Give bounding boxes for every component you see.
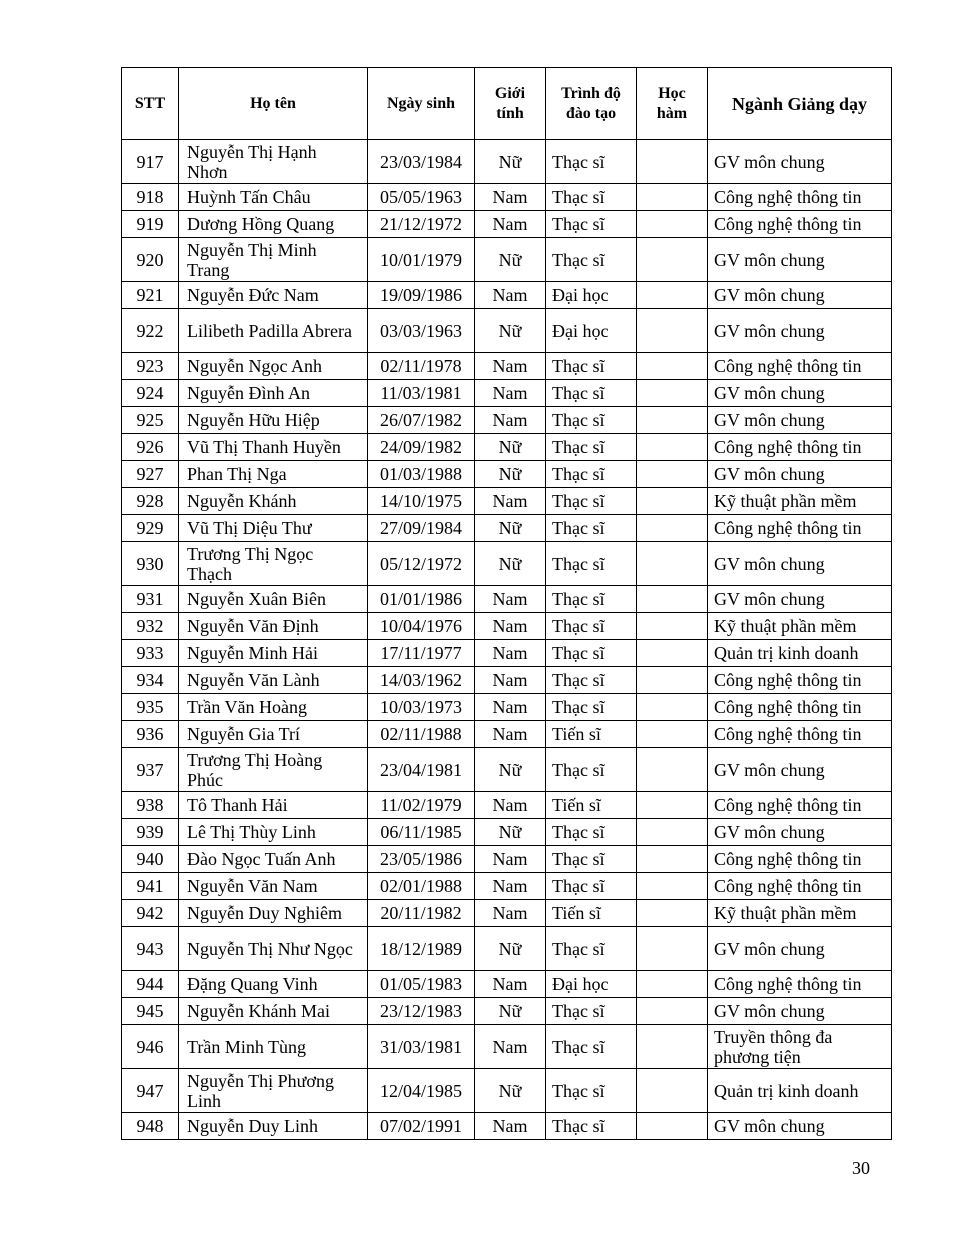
cell-gender: Nam	[475, 971, 546, 998]
cell-name: Nguyễn Văn Định	[179, 613, 368, 640]
table-row	[122, 640, 892, 667]
cell-gender: Nam	[475, 1113, 546, 1140]
page-number: 30	[852, 1158, 870, 1178]
table-row	[122, 694, 892, 721]
cell-field: Công nghệ thông tin	[708, 694, 892, 721]
header-dob: Ngày sinh	[368, 68, 475, 140]
table-row	[122, 407, 892, 434]
header-stt: STT	[122, 68, 179, 140]
cell-degree: Đại học	[546, 309, 637, 353]
cell-field: Kỹ thuật phần mềm	[708, 900, 892, 927]
cell-name: Nguyễn Khánh	[179, 488, 368, 515]
cell-name: Nguyễn Thị Minh Trang	[179, 238, 368, 282]
cell-dob: 11/03/1981	[368, 380, 475, 407]
cell-rank	[637, 211, 708, 238]
cell-stt: 938	[122, 792, 179, 819]
table-row	[122, 488, 892, 515]
table-row	[122, 380, 892, 407]
cell-degree: Thạc sĩ	[546, 140, 637, 184]
cell-field: GV môn chung	[708, 542, 892, 586]
cell-dob: 01/03/1988	[368, 461, 475, 488]
cell-stt: 944	[122, 971, 179, 998]
cell-degree: Tiến sĩ	[546, 721, 637, 748]
cell-degree: Thạc sĩ	[546, 819, 637, 846]
cell-dob: 05/05/1963	[368, 184, 475, 211]
cell-stt: 940	[122, 846, 179, 873]
cell-name: Nguyễn Khánh Mai	[179, 998, 368, 1025]
table-row	[122, 542, 892, 586]
cell-rank	[637, 184, 708, 211]
cell-field: Công nghệ thông tin	[708, 515, 892, 542]
cell-gender: Nam	[475, 721, 546, 748]
cell-name: Phan Thị Nga	[179, 461, 368, 488]
cell-dob: 12/04/1985	[368, 1069, 475, 1113]
cell-field: Công nghệ thông tin	[708, 211, 892, 238]
cell-rank	[637, 434, 708, 461]
cell-field: Kỹ thuật phần mềm	[708, 488, 892, 515]
table-row	[122, 140, 892, 184]
table-row	[122, 846, 892, 873]
cell-name: Vũ Thị Diệu Thư	[179, 515, 368, 542]
cell-stt: 929	[122, 515, 179, 542]
cell-degree: Thạc sĩ	[546, 1069, 637, 1113]
cell-stt: 931	[122, 586, 179, 613]
cell-name: Trương Thị Ngọc Thạch	[179, 542, 368, 586]
table-row	[122, 434, 892, 461]
cell-rank	[637, 407, 708, 434]
cell-field: GV môn chung	[708, 407, 892, 434]
header-name: Họ tên	[179, 68, 368, 140]
cell-stt: 943	[122, 927, 179, 971]
table-row	[122, 586, 892, 613]
table-row	[122, 971, 892, 998]
cell-gender: Nữ	[475, 819, 546, 846]
cell-rank	[637, 640, 708, 667]
cell-stt: 930	[122, 542, 179, 586]
cell-name: Nguyễn Minh Hải	[179, 640, 368, 667]
cell-stt: 934	[122, 667, 179, 694]
cell-field: GV môn chung	[708, 140, 892, 184]
cell-name: Nguyễn Gia Trí	[179, 721, 368, 748]
cell-name: Nguyễn Thị Như Ngọc	[179, 927, 368, 971]
cell-name: Nguyễn Đức Nam	[179, 282, 368, 309]
table-row	[122, 927, 892, 971]
cell-degree: Thạc sĩ	[546, 694, 637, 721]
cell-name: Nguyễn Văn Lành	[179, 667, 368, 694]
cell-rank	[637, 238, 708, 282]
cell-gender: Nam	[475, 380, 546, 407]
table-row	[122, 613, 892, 640]
table-row	[122, 748, 892, 792]
table-row	[122, 461, 892, 488]
cell-field: Truyền thông đa phương tiện	[708, 1025, 892, 1069]
cell-dob: 24/09/1982	[368, 434, 475, 461]
cell-rank	[637, 927, 708, 971]
cell-name: Nguyễn Duy Nghiêm	[179, 900, 368, 927]
cell-gender: Nam	[475, 353, 546, 380]
staff-table	[121, 67, 892, 1140]
cell-rank	[637, 721, 708, 748]
cell-gender: Nam	[475, 792, 546, 819]
cell-field: Công nghệ thông tin	[708, 792, 892, 819]
cell-field: GV môn chung	[708, 748, 892, 792]
header-degree: Trình độ đào tạo	[546, 68, 637, 140]
cell-stt: 945	[122, 998, 179, 1025]
cell-field: Công nghệ thông tin	[708, 184, 892, 211]
cell-rank	[637, 819, 708, 846]
table-header-row	[122, 68, 892, 140]
cell-name: Nguyễn Ngọc Anh	[179, 353, 368, 380]
table-row	[122, 873, 892, 900]
cell-dob: 02/11/1988	[368, 721, 475, 748]
cell-rank	[637, 873, 708, 900]
cell-name: Nguyễn Xuân Biên	[179, 586, 368, 613]
cell-gender: Nữ	[475, 515, 546, 542]
cell-dob: 07/02/1991	[368, 1113, 475, 1140]
cell-dob: 31/03/1981	[368, 1025, 475, 1069]
cell-field: GV môn chung	[708, 998, 892, 1025]
cell-degree: Thạc sĩ	[546, 488, 637, 515]
cell-rank	[637, 586, 708, 613]
cell-stt: 942	[122, 900, 179, 927]
cell-field: GV môn chung	[708, 282, 892, 309]
cell-gender: Nam	[475, 1025, 546, 1069]
cell-degree: Thạc sĩ	[546, 380, 637, 407]
cell-name: Trần Minh Tùng	[179, 1025, 368, 1069]
cell-dob: 01/05/1983	[368, 971, 475, 998]
cell-stt: 925	[122, 407, 179, 434]
cell-stt: 922	[122, 309, 179, 353]
cell-dob: 23/04/1981	[368, 748, 475, 792]
cell-degree: Thạc sĩ	[546, 667, 637, 694]
cell-dob: 27/09/1984	[368, 515, 475, 542]
cell-field: Công nghệ thông tin	[708, 667, 892, 694]
cell-dob: 01/01/1986	[368, 586, 475, 613]
cell-rank	[637, 380, 708, 407]
cell-rank	[637, 748, 708, 792]
cell-dob: 20/11/1982	[368, 900, 475, 927]
cell-gender: Nữ	[475, 542, 546, 586]
cell-gender: Nam	[475, 613, 546, 640]
cell-stt: 947	[122, 1069, 179, 1113]
cell-rank	[637, 667, 708, 694]
cell-name: Nguyễn Đình An	[179, 380, 368, 407]
cell-gender: Nữ	[475, 461, 546, 488]
table-row	[122, 900, 892, 927]
cell-dob: 06/11/1985	[368, 819, 475, 846]
cell-field: GV môn chung	[708, 238, 892, 282]
cell-degree: Thạc sĩ	[546, 846, 637, 873]
cell-field: Công nghệ thông tin	[708, 971, 892, 998]
cell-stt: 935	[122, 694, 179, 721]
cell-gender: Nam	[475, 211, 546, 238]
cell-rank	[637, 282, 708, 309]
cell-degree: Thạc sĩ	[546, 1025, 637, 1069]
cell-field: Công nghệ thông tin	[708, 721, 892, 748]
cell-field: Công nghệ thông tin	[708, 846, 892, 873]
cell-name: Đặng Quang Vinh	[179, 971, 368, 998]
header-gender: Giới tính	[475, 68, 546, 140]
table-row	[122, 309, 892, 353]
cell-dob: 14/03/1962	[368, 667, 475, 694]
cell-degree: Thạc sĩ	[546, 211, 637, 238]
cell-name: Dương Hồng Quang	[179, 211, 368, 238]
cell-stt: 924	[122, 380, 179, 407]
cell-stt: 923	[122, 353, 179, 380]
table-row	[122, 238, 892, 282]
cell-dob: 02/11/1978	[368, 353, 475, 380]
cell-gender: Nữ	[475, 748, 546, 792]
cell-dob: 26/07/1982	[368, 407, 475, 434]
cell-name: Huỳnh Tấn Châu	[179, 184, 368, 211]
cell-field: Công nghệ thông tin	[708, 353, 892, 380]
cell-name: Nguyễn Hữu Hiệp	[179, 407, 368, 434]
cell-degree: Thạc sĩ	[546, 407, 637, 434]
cell-degree: Thạc sĩ	[546, 434, 637, 461]
cell-rank	[637, 846, 708, 873]
cell-gender: Nữ	[475, 1069, 546, 1113]
cell-dob: 23/05/1986	[368, 846, 475, 873]
cell-dob: 18/12/1989	[368, 927, 475, 971]
cell-name: Tô Thanh Hải	[179, 792, 368, 819]
cell-field: Quản trị kinh doanh	[708, 640, 892, 667]
cell-degree: Thạc sĩ	[546, 873, 637, 900]
cell-rank	[637, 309, 708, 353]
table-row	[122, 515, 892, 542]
cell-name: Trần Văn Hoàng	[179, 694, 368, 721]
cell-degree: Thạc sĩ	[546, 461, 637, 488]
table-row	[122, 819, 892, 846]
cell-dob: 21/12/1972	[368, 211, 475, 238]
header-rank: Học hàm	[637, 68, 708, 140]
table-row	[122, 353, 892, 380]
cell-field: Công nghệ thông tin	[708, 873, 892, 900]
cell-stt: 948	[122, 1113, 179, 1140]
cell-gender: Nữ	[475, 140, 546, 184]
cell-degree: Thạc sĩ	[546, 927, 637, 971]
cell-dob: 10/01/1979	[368, 238, 475, 282]
cell-degree: Thạc sĩ	[546, 515, 637, 542]
cell-rank	[637, 488, 708, 515]
cell-rank	[637, 140, 708, 184]
cell-dob: 10/03/1973	[368, 694, 475, 721]
cell-name: Nguyễn Thị Hạnh Nhơn	[179, 140, 368, 184]
cell-degree: Tiến sĩ	[546, 792, 637, 819]
cell-rank	[637, 461, 708, 488]
table-row	[122, 1025, 892, 1069]
cell-stt: 918	[122, 184, 179, 211]
cell-degree: Thạc sĩ	[546, 1113, 637, 1140]
cell-gender: Nam	[475, 667, 546, 694]
cell-gender: Nam	[475, 282, 546, 309]
cell-degree: Thạc sĩ	[546, 542, 637, 586]
table-row	[122, 282, 892, 309]
cell-dob: 19/09/1986	[368, 282, 475, 309]
cell-name: Lê Thị Thùy Linh	[179, 819, 368, 846]
cell-field: GV môn chung	[708, 309, 892, 353]
cell-stt: 926	[122, 434, 179, 461]
cell-degree: Tiến sĩ	[546, 900, 637, 927]
cell-stt: 928	[122, 488, 179, 515]
cell-degree: Thạc sĩ	[546, 748, 637, 792]
cell-rank	[637, 998, 708, 1025]
cell-stt: 941	[122, 873, 179, 900]
cell-gender: Nữ	[475, 998, 546, 1025]
cell-field: Công nghệ thông tin	[708, 434, 892, 461]
cell-degree: Thạc sĩ	[546, 353, 637, 380]
cell-stt: 917	[122, 140, 179, 184]
cell-name: Nguyễn Thị Phương Linh	[179, 1069, 368, 1113]
cell-field: Quản trị kinh doanh	[708, 1069, 892, 1113]
cell-rank	[637, 971, 708, 998]
cell-dob: 23/03/1984	[368, 140, 475, 184]
cell-stt: 927	[122, 461, 179, 488]
cell-name: Đào Ngọc Tuấn Anh	[179, 846, 368, 873]
cell-gender: Nam	[475, 184, 546, 211]
cell-field: GV môn chung	[708, 819, 892, 846]
cell-field: GV môn chung	[708, 461, 892, 488]
cell-gender: Nữ	[475, 238, 546, 282]
cell-stt: 921	[122, 282, 179, 309]
header-field: Ngành Giảng dạy	[708, 68, 892, 140]
cell-dob: 02/01/1988	[368, 873, 475, 900]
cell-stt: 939	[122, 819, 179, 846]
cell-gender: Nữ	[475, 434, 546, 461]
cell-name: Nguyễn Duy Linh	[179, 1113, 368, 1140]
cell-name: Trương Thị Hoàng Phúc	[179, 748, 368, 792]
cell-degree: Thạc sĩ	[546, 238, 637, 282]
cell-gender: Nam	[475, 694, 546, 721]
table-row	[122, 721, 892, 748]
cell-stt: 946	[122, 1025, 179, 1069]
cell-dob: 10/04/1976	[368, 613, 475, 640]
cell-dob: 17/11/1977	[368, 640, 475, 667]
cell-rank	[637, 515, 708, 542]
cell-dob: 23/12/1983	[368, 998, 475, 1025]
table-row	[122, 792, 892, 819]
cell-name: Lilibeth Padilla Abrera	[179, 309, 368, 353]
cell-gender: Nam	[475, 640, 546, 667]
cell-rank	[637, 694, 708, 721]
cell-field: GV môn chung	[708, 586, 892, 613]
cell-gender: Nam	[475, 873, 546, 900]
cell-degree: Thạc sĩ	[546, 640, 637, 667]
cell-degree: Thạc sĩ	[546, 613, 637, 640]
cell-gender: Nam	[475, 846, 546, 873]
cell-rank	[637, 1113, 708, 1140]
table-row	[122, 211, 892, 238]
cell-gender: Nữ	[475, 309, 546, 353]
cell-rank	[637, 1025, 708, 1069]
cell-field: Kỹ thuật phần mềm	[708, 613, 892, 640]
cell-field: GV môn chung	[708, 380, 892, 407]
cell-name: Vũ Thị Thanh Huyền	[179, 434, 368, 461]
cell-gender: Nam	[475, 407, 546, 434]
cell-degree: Đại học	[546, 282, 637, 309]
cell-field: GV môn chung	[708, 1113, 892, 1140]
cell-gender: Nam	[475, 900, 546, 927]
cell-rank	[637, 1069, 708, 1113]
cell-dob: 11/02/1979	[368, 792, 475, 819]
cell-degree: Đại học	[546, 971, 637, 998]
cell-rank	[637, 900, 708, 927]
cell-rank	[637, 542, 708, 586]
cell-dob: 14/10/1975	[368, 488, 475, 515]
table-row	[122, 998, 892, 1025]
cell-stt: 932	[122, 613, 179, 640]
cell-degree: Thạc sĩ	[546, 184, 637, 211]
cell-gender: Nam	[475, 586, 546, 613]
cell-name: Nguyễn Văn Nam	[179, 873, 368, 900]
cell-stt: 937	[122, 748, 179, 792]
cell-gender: Nữ	[475, 927, 546, 971]
cell-rank	[637, 613, 708, 640]
cell-stt: 933	[122, 640, 179, 667]
table-row	[122, 667, 892, 694]
cell-rank	[637, 353, 708, 380]
table-row	[122, 1069, 892, 1113]
cell-degree: Thạc sĩ	[546, 586, 637, 613]
cell-degree: Thạc sĩ	[546, 998, 637, 1025]
cell-dob: 03/03/1963	[368, 309, 475, 353]
table-row	[122, 184, 892, 211]
cell-stt: 936	[122, 721, 179, 748]
cell-stt: 920	[122, 238, 179, 282]
table-row	[122, 1113, 892, 1140]
cell-rank	[637, 792, 708, 819]
cell-gender: Nam	[475, 488, 546, 515]
cell-stt: 919	[122, 211, 179, 238]
cell-field: GV môn chung	[708, 927, 892, 971]
cell-dob: 05/12/1972	[368, 542, 475, 586]
